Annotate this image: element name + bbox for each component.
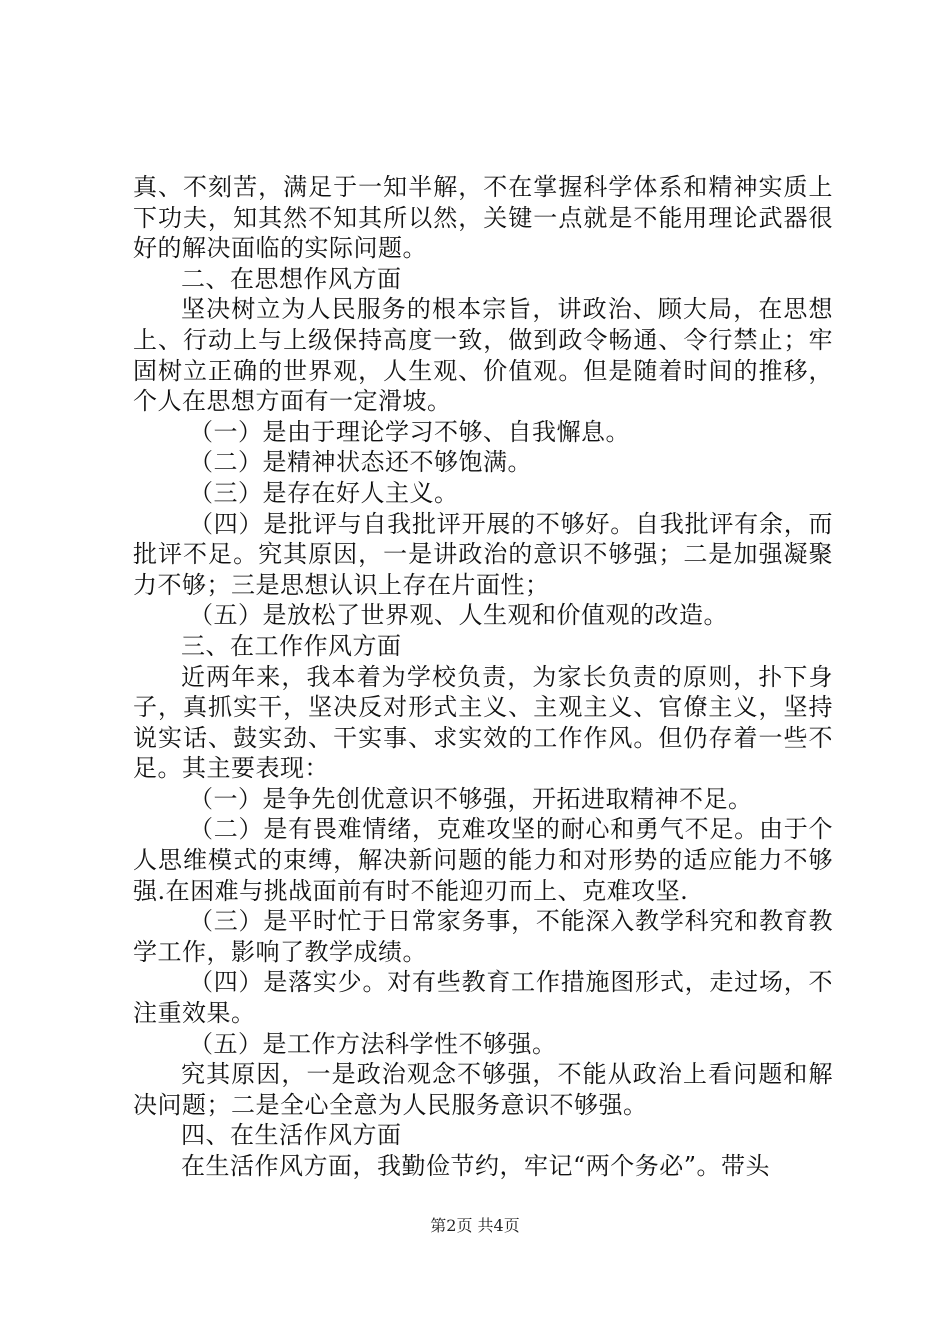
section-heading-work: 三、在工作作风方面 <box>181 631 402 660</box>
list-item: （三）是平时忙于日常家务事，不能深入教学科究和教育教学工作，影响了教学成绩。 <box>133 907 833 966</box>
paragraph-continuation: 真、不刻苦，满足于一知半解，不在掌握科学体系和精神实质上下功夫，知其然不知其所以然，关键一点就是不能用理论武器很好的解决面临的实际问题。 <box>133 173 833 263</box>
list-item: （一）是争先创优意识不够强，开拓进取精神不足。 <box>189 784 753 813</box>
paragraph: 近两年来，我本着为学校负责，为家长负责的原则，扑下身子，真抓实干，坚决反对形式主义、主观主义、官僚主义，坚持说实话、鼓实劲、干实事、求实效的工作作风。但仍存着一些不足。其主要表现： <box>133 662 833 783</box>
section-heading-life: 四、在生活作风方面 <box>181 1121 402 1150</box>
paragraph: 在生活作风方面，我勤俭节约，牢记“两个务必”。带头 <box>181 1152 771 1180</box>
paragraph: 坚决树立为人民服务的根本宗旨，讲政治、顾大局，在思想上、行动上与上级保持高度一致，做到政令畅通、令行禁止；牢固树立正确的世界观，人生观、价值观。但是随着时间的推移，个人在思想方面有一定滑坡。 <box>133 295 833 416</box>
list-item: （四）是落实少。对有些教育工作措施图形式，走过场，不注重效果。 <box>133 968 833 1028</box>
page-number-label: 第2页 共4页 <box>430 1216 520 1235</box>
document-body <box>133 172 833 1182</box>
list-item: （四）是批评与自我批评开展的不够好。自我批评有余，而批评不足。究其原因，一是讲政治的意识不够强；二是加强凝聚力不够；三是思想认识上存在片面性； <box>133 509 833 599</box>
section-heading-thinking: 二、在思想作风方面 <box>181 264 402 293</box>
list-item: （五）是工作方法科学性不够强。 <box>189 1029 557 1058</box>
paragraph: 究其原因，一是政治观念不够强，不能从政治上看问题和解决问题；二是全心全意为人民服务意识不够强。 <box>133 1060 833 1119</box>
list-item: （二）是有畏难情绪，克难攻坚的耐心和勇气不足。由于个人思维模式的束缚，解决新问题的能力和对形势的适应能力不够强.在困难与挑战面前有时不能迎刃而上、克难攻坚. <box>133 815 833 905</box>
list-item: （三）是存在好人主义。 <box>189 478 459 507</box>
list-item: （一）是由于理论学习不够、自我懈息。 <box>189 417 630 446</box>
list-item: （二）是精神状态还不够饱满。 <box>189 448 532 477</box>
list-item: （五）是放松了世界观、人生观和价值观的改造。 <box>189 601 728 630</box>
page-footer <box>0 1216 950 1236</box>
